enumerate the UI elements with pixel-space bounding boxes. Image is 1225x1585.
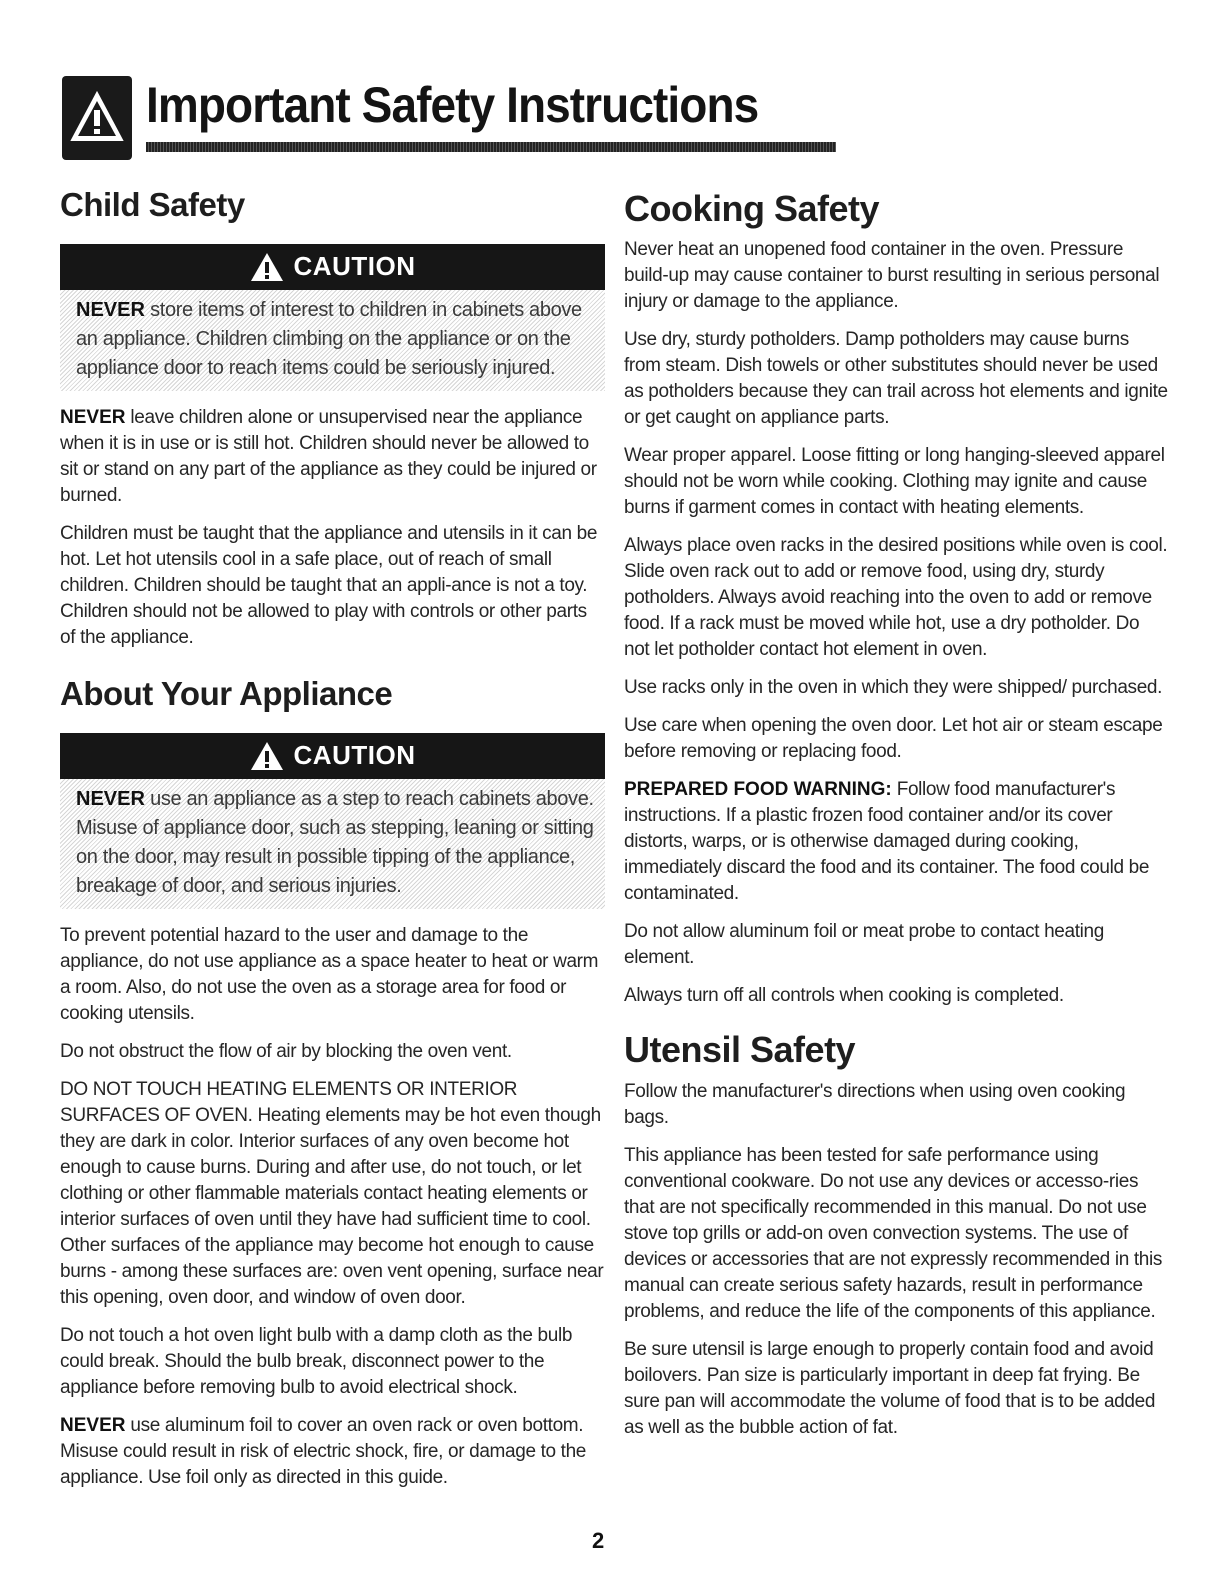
warning-triangle-icon — [62, 76, 132, 160]
caution-triangle-icon — [250, 252, 284, 282]
paragraph: DO NOT TOUCH HEATING ELEMENTS OR INTERIOR SURFACES OF OVEN. Heating elements may be hot even though they are dark in color. Interior surfaces of any oven become hot enough to cause burns. During and after use, do not touch, or let clothing or other flammable materials contact heating elements or interior surfaces of oven until they have had sufficient time to cool. Other surfaces of the appliance may become hot enough to cause burns - among these surfaces are: oven vent opening, surface near this opening, oven door, and window of oven door. — [60, 1078, 604, 1308]
never-keyword: NEVER — [60, 406, 126, 428]
paragraph: Be sure utensil is large enough to properly contain food and avoid boilovers. Pan size is particularly important in deep fat frying. Be sure pan will accommodate the volume of food that is to be added as well as the bubble action of fat. — [624, 1338, 1156, 1438]
never-keyword: NEVER — [60, 1414, 126, 1436]
caution-bar — [60, 244, 605, 290]
paragraph: Always place oven racks in the desired positions while oven is cool. Slide oven rack out to add or remove food, using dry, sturdy potholders. Always avoid reaching into the oven to add or remove food. If a rack must be moved while hot, use a dry potholder. Do not let potholder contact hot element in oven. — [624, 535, 1168, 661]
paragraph: Do not obstruct the flow of air by blocking the oven vent. — [60, 1040, 512, 1062]
paragraph: Never heat an unopened food container in the oven. Pressure build-up may cause container to burst resulting in serious personal injury or damage to the appliance. — [624, 239, 1160, 313]
paragraph: Use care when opening the oven door. Let hot air or steam escape before removing or replacing food. — [624, 715, 1163, 763]
caution-label: CAUTION — [293, 740, 416, 771]
cooking-safety-heading: Cooking Safety — [624, 188, 880, 229]
caution-bar — [60, 733, 605, 779]
caution-triangle-icon — [250, 741, 284, 771]
right-column — [624, 180, 1169, 1453]
never-keyword: NEVER — [76, 298, 145, 321]
paragraph-text: leave children alone or unsupervised near the appliance when it is in use or is still hot. Children should never be allowed to sit or stand on any part of the appliance as they could be injured or burned. — [60, 406, 597, 506]
caution-body-text: use an appliance as a step to reach cabinets above. Misuse of appliance door, such as stepping, leaning or sitting on the door, may result in possible tipping of the appliance, breakage of door, and serious injuries. — [76, 787, 594, 897]
prepared-food-warning-keyword: PREPARED FOOD WARNING: — [624, 779, 892, 801]
paragraph: Do not allow aluminum foil or meat probe to contact heating element. — [624, 921, 1104, 969]
caution-box-child — [60, 244, 605, 391]
paragraph: Use racks only in the oven in which they were shipped/ purchased. — [624, 677, 1163, 699]
warning-triangle-icon-glyph — [70, 90, 124, 144]
page-title: Important Safety Instructions — [146, 77, 759, 133]
caution-box-about — [60, 733, 605, 909]
paragraph: Follow the manufacturer's directions when using oven cooking bags. — [624, 1080, 1126, 1128]
paragraph: To prevent potential hazard to the user and damage to the appliance, do not use appliance as a space heater to heat or warm a room. Also, do not use the oven as a storage area for food or cooking utensils. — [60, 924, 599, 1024]
page-number: 2 — [592, 1528, 605, 1553]
left-column — [60, 180, 605, 1503]
utensil-safety-heading: Utensil Safety — [624, 1029, 856, 1071]
paragraph: Children must be taught that the appliance and utensils in it can be hot. Let hot utensils cool in a safe place, out of reach of small children. Children should be taught that an appli-ance is not a toy. Children should not be allowed to play with controls or other parts of the appliance. — [60, 522, 598, 648]
paragraph: Use dry, sturdy potholders. Damp potholders may cause burns from steam. Dish towels or other substitutes should never be used as potholders because they can trail across hot elements and ignite or get caught on appliance parts. — [624, 329, 1168, 429]
paragraph — [60, 405, 605, 509]
paragraph: Do not touch a hot oven light bulb with a damp cloth as the bulb could break. Should the bulb break, disconnect power to the appliance before removing bulb to avoid electrical shock. — [60, 1324, 573, 1398]
paragraph-text: Follow food manufacturer's instructions. If a plastic frozen food container and/or its cover distorts, warps, or is otherwise damaged during cooking, immediately discard the food and its container. The food could be contaminated. — [624, 779, 1150, 905]
caution-label: CAUTION — [293, 251, 416, 282]
page-header — [62, 70, 772, 155]
paragraph — [624, 777, 1169, 907]
caution-text — [60, 290, 605, 391]
paragraph: Always turn off all controls when cooking is completed. — [624, 985, 1064, 1007]
child-safety-heading: Child Safety — [60, 186, 245, 223]
paragraph: This appliance has been tested for safe performance using conventional cookware. Do not use any devices or accesso-ries that are not specifically recommended in this manual. Do not use stove top grills or add-on oven convection systems. The use of devices or accessories that are not expressly recommended in this manual can create serious safety hazards, result in performance problems, and reduce the life of the components of this appliance. — [624, 1144, 1163, 1322]
header-rule — [146, 142, 836, 152]
paragraph: Wear proper apparel. Loose fitting or long hanging-sleeved apparel should not be worn while cooking. Clothing may ignite and cause burns if garment comes in contact with heating elements. — [624, 445, 1165, 519]
never-keyword: NEVER — [76, 787, 145, 810]
paragraph-text: use aluminum foil to cover an oven rack or oven bottom. Misuse could result in risk of electric shock, fire, or damage to the appliance. Use foil only as directed in this guide. — [60, 1414, 587, 1488]
paragraph — [60, 1413, 605, 1491]
about-appliance-heading: About Your Appliance — [60, 674, 393, 712]
caution-text — [60, 779, 605, 909]
caution-body-text: store items of interest to children in cabinets above an appliance. Children climbing on the appliance or on the appliance door to reach items could be seriously injured. — [76, 298, 582, 379]
